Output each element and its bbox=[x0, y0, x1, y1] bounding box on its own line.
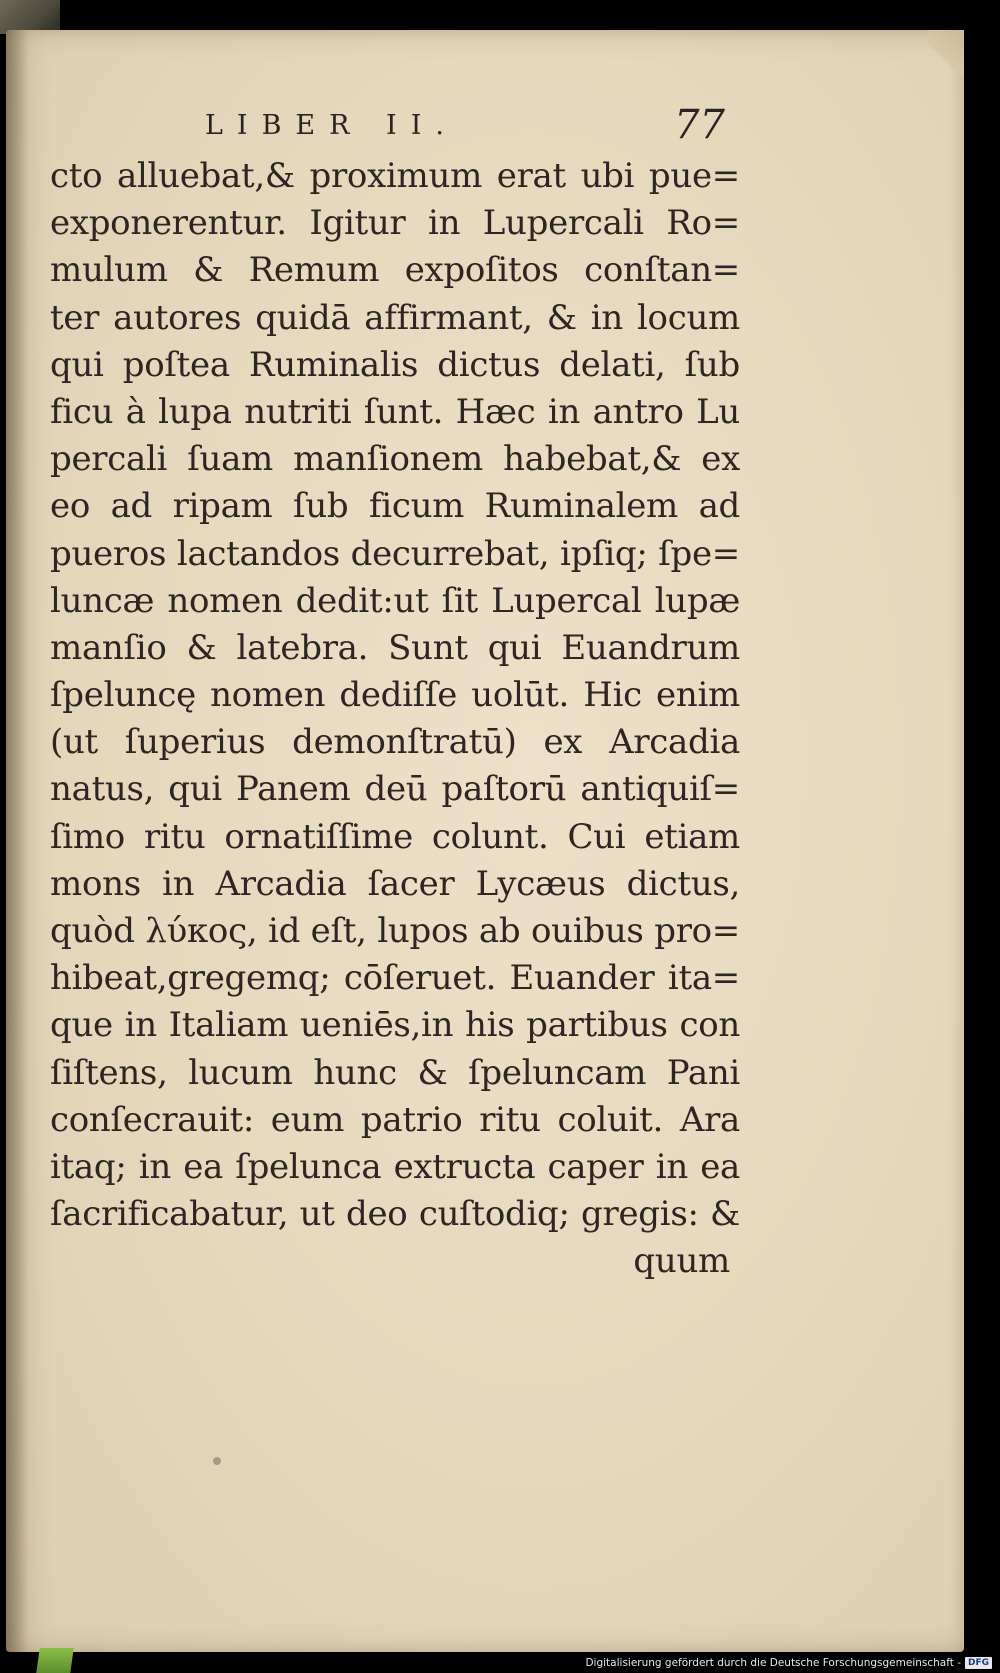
text-line: mons in Arcadia ſacer Lycæus dictus, bbox=[50, 863, 740, 904]
text-line: pueros lactandos decurrebat, ipſiq; ſpe= bbox=[50, 533, 740, 574]
digitization-credit bbox=[585, 1657, 992, 1669]
page-number: 77 bbox=[674, 102, 725, 148]
text-line: qui poſtea Ruminalis dictus delati, ſub bbox=[50, 344, 740, 385]
text-line: eo ad ripam ſub ficum Ruminalem ad bbox=[50, 486, 740, 527]
book-cover-edge bbox=[0, 0, 60, 34]
credit-text: Digitalisierung gefördert durch die Deutsche Forschungsgemeinschaft - bbox=[585, 1657, 961, 1669]
text-line: ſiſtens, lucum hunc & ſpeluncam Pani bbox=[50, 1052, 740, 1093]
text-line: itaq; in ea ſpelunca extructa caper in ea bbox=[50, 1146, 740, 1187]
page-corner bbox=[928, 30, 964, 76]
text-line: percali ſuam manſionem habebat,& ex bbox=[50, 439, 740, 480]
text-line: ſimo ritu ornatiſſime colunt. Cui etiam bbox=[50, 816, 740, 857]
text-line: manſio & latebra. Sunt qui Euandrum bbox=[50, 627, 740, 668]
text-line: cto alluebat,& proximum erat ubi pue= bbox=[50, 156, 740, 196]
page-header bbox=[205, 102, 725, 150]
text-line: ficu à lupa nutriti ſunt. Hæc in antro Lu bbox=[50, 391, 740, 432]
text-line: (ut ſuperius demonſtratū) ex Arcadia bbox=[50, 722, 740, 763]
bookmark-ribbon bbox=[36, 1648, 74, 1673]
text-block bbox=[50, 153, 740, 1286]
text-line: mulum & Remum expoſitos conſtan= bbox=[50, 250, 740, 291]
gutter-shadow bbox=[6, 30, 28, 1652]
paper-speck bbox=[213, 1457, 221, 1465]
text-line: que in Italiam ueniēs,in his partibus con bbox=[50, 1005, 740, 1046]
dfg-logo: DFG bbox=[965, 1657, 992, 1669]
running-head: LIBER II. bbox=[205, 110, 458, 141]
text-line: natus, qui Panem deū paſtorū antiquiſ= bbox=[50, 769, 740, 810]
text-line: ſpeluncę nomen dediſſe uolūt. Hic enim bbox=[50, 675, 740, 716]
catchword: quum bbox=[633, 1241, 730, 1282]
text-line: ter autores quidā affirmant, & in locum bbox=[50, 297, 740, 338]
text-line: exponerentur. Igitur in Lupercali Ro= bbox=[50, 203, 740, 244]
text-line: ſacrificabatur, ut deo cuſtodiq; gregis: & bbox=[50, 1194, 740, 1235]
text-line: conſecrauit: eum patrio ritu coluit. Ara bbox=[50, 1099, 740, 1140]
text-line: hibeat,gregemq; cōſeruet. Euander ita= bbox=[50, 958, 740, 999]
text-line: quòd λύκος, id eſt, lupos ab ouibus pro= bbox=[50, 911, 740, 951]
text-line: luncæ nomen dedit:ut ſit Lupercal lupæ bbox=[50, 580, 740, 621]
